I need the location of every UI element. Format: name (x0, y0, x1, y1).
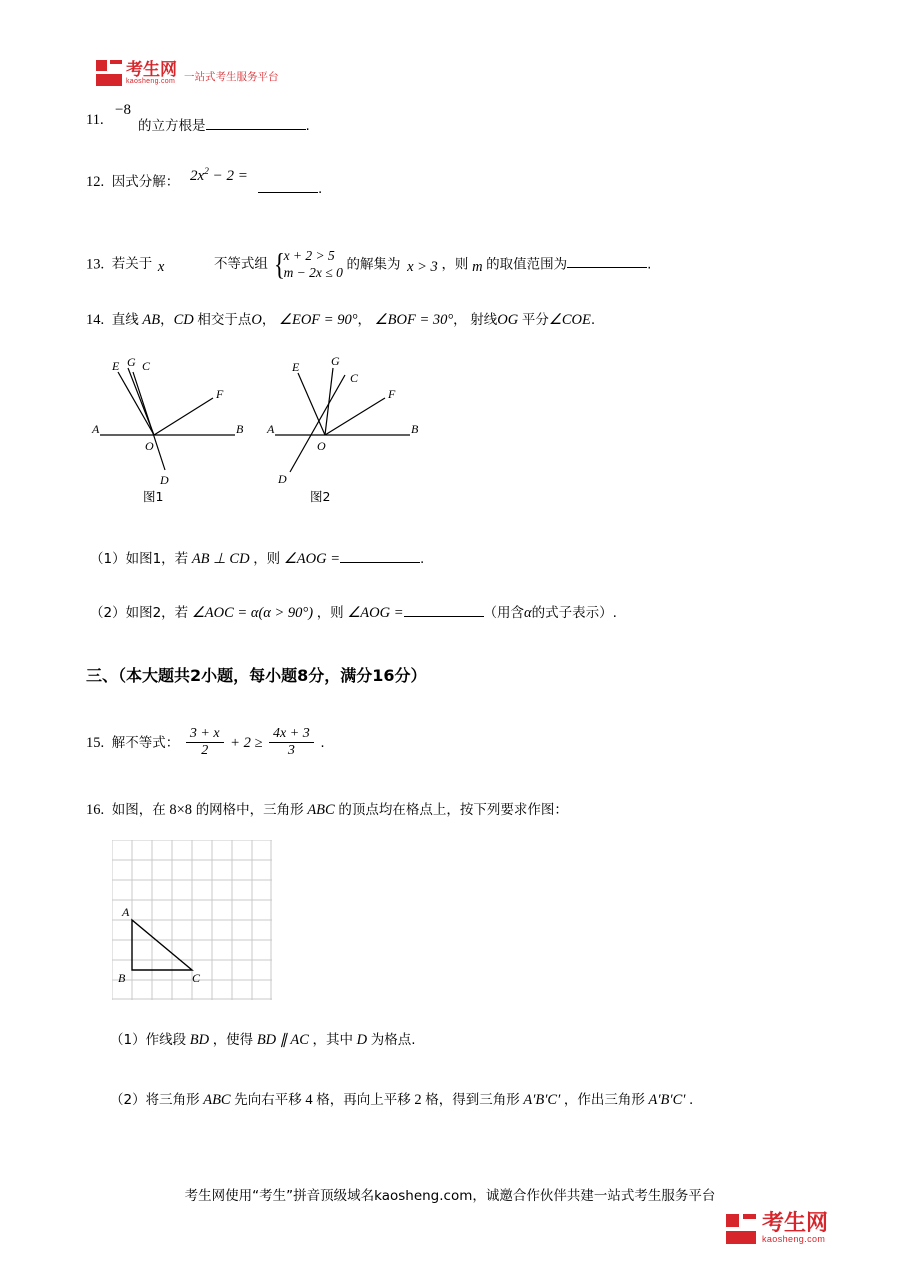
q16-abc: ABC (307, 802, 335, 818)
figure-2-svg (265, 350, 450, 510)
q14-sub2-angle: ∠AOG = (347, 605, 404, 621)
q15-fraction-2 (269, 726, 314, 759)
q16-sub2-text-b: 先向右平移 (234, 1092, 302, 1108)
q13-text-4: ，则 (441, 256, 469, 273)
figure-2 (265, 350, 450, 510)
q12-period: . (318, 181, 323, 197)
q16-sub-2 (110, 1090, 693, 1110)
q14-comma-3: ， (357, 312, 372, 328)
q16-sub2-abc-prime: A′B′C′ (523, 1092, 561, 1108)
q16-number: 16. (86, 802, 105, 818)
svg-text:D: D (160, 473, 169, 487)
q13-var-2: m (472, 259, 483, 276)
figure-2-caption: 图2 (310, 489, 331, 504)
footer-logo-zh: 考生网 (761, 1210, 828, 1235)
figure-grid-svg (112, 840, 272, 1000)
svg-text:A: A (122, 905, 130, 919)
logo-mark-icon (96, 60, 122, 86)
q13-sys-line1: x + 2 > 5 (283, 248, 335, 263)
question-16 (86, 800, 568, 820)
q11-text: 的立方根是 (138, 118, 206, 134)
svg-text:C: C (192, 971, 201, 985)
q16-sub2-n2: 2 (414, 1092, 422, 1108)
q14-sub2-text: （2）如图2，若 (90, 605, 189, 621)
q11-body (138, 115, 310, 136)
q16-sub2-abc: ABC (203, 1092, 231, 1108)
q14-sub2-note: （用含 (483, 605, 525, 621)
svg-text:D: D (278, 472, 287, 486)
q14-sub1-then: ，则 (253, 551, 281, 567)
q12-label: 因式分解： (111, 174, 180, 190)
q14-sub-2 (90, 602, 617, 623)
svg-text:B: B (236, 422, 244, 436)
logo-text-en: kaosheng.com (126, 77, 176, 85)
q13-text-5: 的取值范围为 (486, 256, 568, 273)
q13-var: x (157, 259, 165, 276)
svg-text:G: G (331, 354, 340, 368)
q16-sub1-bd: BD (189, 1032, 210, 1048)
site-logo (96, 60, 279, 86)
q16-sub1-text-e: 为格点. (370, 1032, 416, 1048)
q14-period: . (590, 312, 596, 328)
q16-sub1-text-c: ，其中 (312, 1032, 354, 1048)
q14-coe: ∠COE (548, 312, 591, 328)
q14-o: O (251, 312, 262, 328)
svg-text:E: E (292, 360, 300, 374)
figure-grid (112, 840, 272, 1005)
svg-text:C: C (350, 371, 359, 385)
q14-sub2-blank (404, 602, 484, 617)
question-13 (86, 248, 651, 282)
q14-number: 14. (86, 312, 105, 328)
svg-text:B: B (118, 971, 126, 985)
q15-frac1-bot: 2 (201, 743, 209, 759)
q14-sub2-alpha: α (524, 605, 532, 621)
question-15 (86, 727, 325, 760)
svg-text:F: F (216, 387, 224, 401)
q16-sub2-abc-prime-2: A′B′C′ (648, 1092, 686, 1108)
logo-text-zh: 考生网 (126, 59, 177, 79)
figure-1-caption: 图1 (143, 489, 164, 504)
q11-number: 11. (86, 112, 104, 128)
q15-fraction-1 (186, 726, 224, 759)
q16-grid-size: 8×8 (169, 802, 193, 818)
q11-period: . (305, 118, 310, 134)
svg-text:A: A (267, 422, 275, 436)
q16-sub1-text-b: ，使得 (212, 1032, 254, 1048)
q14-text-1: 直线 (111, 312, 139, 328)
q14-ab: AB (142, 312, 161, 328)
q13-period: . (647, 256, 652, 273)
q12-answer (258, 178, 322, 199)
q13-blank (567, 253, 647, 268)
q16-text-1: 如图，在 (111, 802, 166, 818)
svg-text:C: C (142, 359, 151, 373)
q16-sub2-text-e: ，作出三角形 (563, 1092, 645, 1108)
figure-1-svg (90, 350, 275, 510)
q16-sub1-d: D (356, 1032, 368, 1048)
q16-sub2-text-a: （2）将三角形 (110, 1092, 200, 1108)
q14-sub-1 (90, 548, 424, 569)
q14-comma-4: ， (453, 312, 467, 328)
q16-text-3: 的顶点均在格点上，按下列要求作图： (338, 802, 568, 818)
logo-slogan: 一站式考生服务平台 (184, 71, 279, 83)
q12-blank (258, 178, 318, 193)
q13-system (272, 247, 343, 281)
q16-sub1-parallel: BD ∥ AC (256, 1032, 309, 1048)
q14-bof: ∠BOF = 30° (374, 312, 454, 328)
q16-sub-1 (110, 1030, 416, 1050)
q13-sys-line2: m − 2x ≤ 0 (283, 265, 343, 280)
q13-number: 13. (86, 256, 105, 273)
q14-sub2-then: ，则 (316, 605, 344, 621)
q15-label: 解不等式： (111, 734, 180, 751)
q15-number: 15. (86, 734, 105, 751)
q13-text-2: 不等式组 (213, 256, 268, 273)
q14-sub1-blank (340, 548, 420, 563)
q12-number: 12. (86, 174, 105, 190)
q14-eof: ∠EOF = 90° (278, 312, 358, 328)
section-heading: 三、（本大题共2小题，每小题8分，满分16分） (86, 666, 427, 685)
svg-text:G: G (127, 355, 136, 369)
q14-sub1-period: . (420, 551, 425, 567)
q14-sub1-angle: ∠AOG = (283, 551, 341, 567)
question-12 (86, 172, 179, 192)
q15-mid: + 2 ≥ (230, 734, 263, 751)
q12-expr-base: 2x (190, 168, 205, 184)
figure-1 (90, 350, 275, 510)
q14-comma-1: ， (160, 312, 174, 328)
q15-frac1-top: 3 + x (186, 726, 224, 743)
svg-text:E: E (112, 359, 120, 373)
footer-logo-en: kaosheng.com (761, 1234, 826, 1244)
q15-frac2-top: 4x + 3 (269, 726, 314, 743)
q15-period: . (320, 734, 325, 751)
q12-expr-rest: − 2 = (212, 168, 248, 184)
q12-expr-sup: 2 (204, 167, 209, 177)
question-14 (86, 310, 595, 330)
footer-logo-mark-icon (726, 1214, 756, 1244)
q11-blank (206, 115, 306, 130)
svg-text:A: A (92, 422, 100, 436)
q16-sub2-text-d: 格，得到三角形 (425, 1092, 520, 1108)
q14-sub2-note-2: 的式子表示）. (531, 605, 617, 621)
svg-text:O: O (145, 439, 154, 453)
q13-text-3: 的解集为 (346, 256, 401, 273)
svg-text:F: F (388, 387, 396, 401)
q14-sub1-math: AB ⊥ CD (191, 551, 250, 567)
q15-frac2-bot: 3 (287, 743, 295, 759)
q14-text-2: 相交于点 (197, 312, 252, 328)
q11-value: −8 (115, 102, 131, 118)
q14-og: OG (497, 312, 519, 328)
question-11 (86, 110, 104, 130)
q16-sub1-text-a: （1）作线段 (110, 1032, 187, 1048)
q16-text-2: 的网格中，三角形 (195, 802, 304, 818)
q14-sub1-text: （1）如图1，若 (90, 551, 189, 567)
q14-text-4: 平分 (521, 312, 549, 328)
svg-text:O: O (317, 439, 326, 453)
svg-text:B: B (411, 422, 419, 436)
footer-logo (726, 1212, 828, 1245)
q14-text-3: 射线 (470, 312, 498, 328)
q16-sub2-text-c: 格，再向上平移 (316, 1092, 411, 1108)
q13-solution: x > 3 (407, 259, 438, 276)
q16-sub2-period: . (689, 1092, 694, 1108)
q14-cd: CD (173, 312, 194, 328)
q14-comma-2: ， (261, 312, 276, 328)
brace-icon: { (273, 246, 285, 282)
q14-sub2-math: ∠AOC = α(α > 90°) (191, 605, 314, 621)
q13-text-1: 若关于 (111, 256, 153, 273)
footer-text: 考生网使用“考生”拼音顶级域名kaosheng.com，诚邀合作伙伴共建一站式考生服务平台 (184, 1188, 716, 1204)
q12-expression (190, 162, 248, 186)
q16-sub2-n1: 4 (305, 1092, 313, 1108)
